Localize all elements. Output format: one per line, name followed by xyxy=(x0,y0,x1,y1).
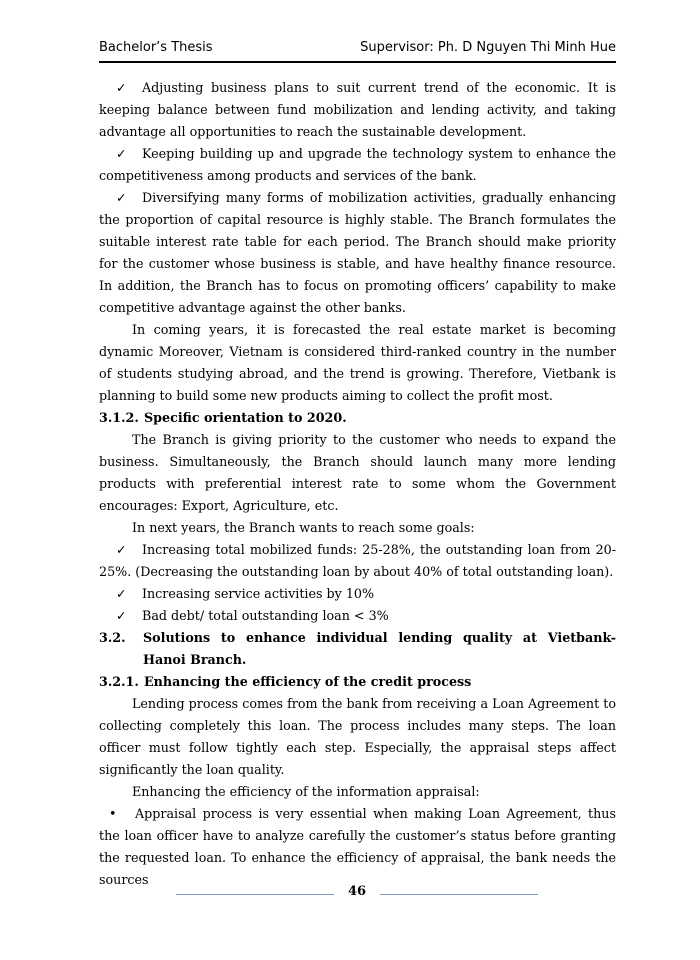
checklist-text: Keeping building up and upgrade the technology system to enhance the competitiveness among products and services of the bank. xyxy=(99,146,616,183)
paragraph: Enhancing the efficiency of the information appraisal: xyxy=(132,784,480,799)
checklist-item xyxy=(99,583,616,605)
bullet-text: Appraisal process is very essential when making Loan Agreement, thus the loan officer have to analyze carefully the customer’s status before granting the requested loan. To enhance the efficiency of appraisal, the bank needs the sources xyxy=(99,806,616,887)
page-header xyxy=(99,40,616,60)
header-rule xyxy=(99,61,616,63)
checkmark-icon: ✓ xyxy=(116,586,127,601)
section-title: Solutions to enhance individual lending quality at Vietbank- Hanoi Branch. xyxy=(143,630,616,667)
checklist-text: Diversifying many forms of mobilization activities, gradually enhancing the proportion of capital resource is highly stable. The Branch formulates the suitable interest rate table for each period. The Branch should make priority for the customer whose business is stable, and have healthy finance resource. In addition, the Branch has to focus on promoting officers’ capability to make competitive advantage against the other banks. xyxy=(99,190,616,315)
checkmark-icon: ✓ xyxy=(116,80,127,95)
checklist-text: Bad debt/ total outstanding loan < 3% xyxy=(142,608,389,623)
page-number: 46 xyxy=(347,884,367,899)
section-heading-3-2-1 xyxy=(99,671,616,693)
checklist-item xyxy=(99,143,616,187)
header-supervisor: Supervisor: Ph. D Nguyen Thi Minh Hue xyxy=(360,40,616,55)
paragraph: The Branch is giving priority to the customer who needs to expand the business. Simultaneously, the Branch should launch many more lending products with preferential interest rate to some whom the Government encourages: Export, Agriculture, etc. xyxy=(99,432,616,513)
checkmark-icon: ✓ xyxy=(116,542,127,557)
header-thesis-title: Bachelor’s Thesis xyxy=(99,40,213,55)
section-title: Enhancing the efficiency of the credit process xyxy=(144,674,472,689)
checklist-item xyxy=(99,605,616,627)
checkmark-icon: ✓ xyxy=(116,608,127,623)
checklist-text: Adjusting business plans to suit current trend of the economic. It is keeping balance between fund mobilization and lending activity, and taking advantage all opportunities to reach the sustainable development. xyxy=(99,80,616,139)
paragraph: Lending process comes from the bank from receiving a Loan Agreement to collecting completely this loan. The process includes many steps. The loan officer must follow tightly each step. Especially, the appraisal steps affect significantly the loan quality. xyxy=(99,696,616,777)
section-number: 3.2. xyxy=(99,630,126,645)
section-heading-3-1-2 xyxy=(99,407,616,429)
checkmark-icon: ✓ xyxy=(116,190,127,205)
bullet-item xyxy=(99,803,616,891)
checklist-item xyxy=(99,77,616,143)
checklist-item xyxy=(99,539,616,583)
page-body xyxy=(99,77,616,891)
footer-rule-right xyxy=(380,894,538,895)
checklist-text: Increasing service activities by 10% xyxy=(142,586,375,601)
paragraph: In next years, the Branch wants to reach some goals: xyxy=(132,520,475,535)
section-heading-3-2 xyxy=(99,627,616,671)
section-number: 3.1.2. xyxy=(99,410,139,425)
page-footer xyxy=(176,884,538,904)
checklist-text: Increasing total mobilized funds: 25-28%, the outstanding loan from 20-25%. (Decreasing the outstanding loan by about 40% of total outstanding loan). xyxy=(99,542,616,579)
section-number: 3.2.1. xyxy=(99,674,139,689)
checkmark-icon: ✓ xyxy=(116,146,127,161)
section-title: Specific orientation to 2020. xyxy=(144,410,347,425)
paragraph: In coming years, it is forecasted the real estate market is becoming dynamic Moreover, Vietnam is considered third-ranked country in the number of students studying abroad, and the trend is growing. Therefore, Vietbank is planning to build some new products aiming to collect the profit most. xyxy=(99,322,616,403)
checklist-item xyxy=(99,187,616,319)
bullet-icon: • xyxy=(109,806,117,821)
